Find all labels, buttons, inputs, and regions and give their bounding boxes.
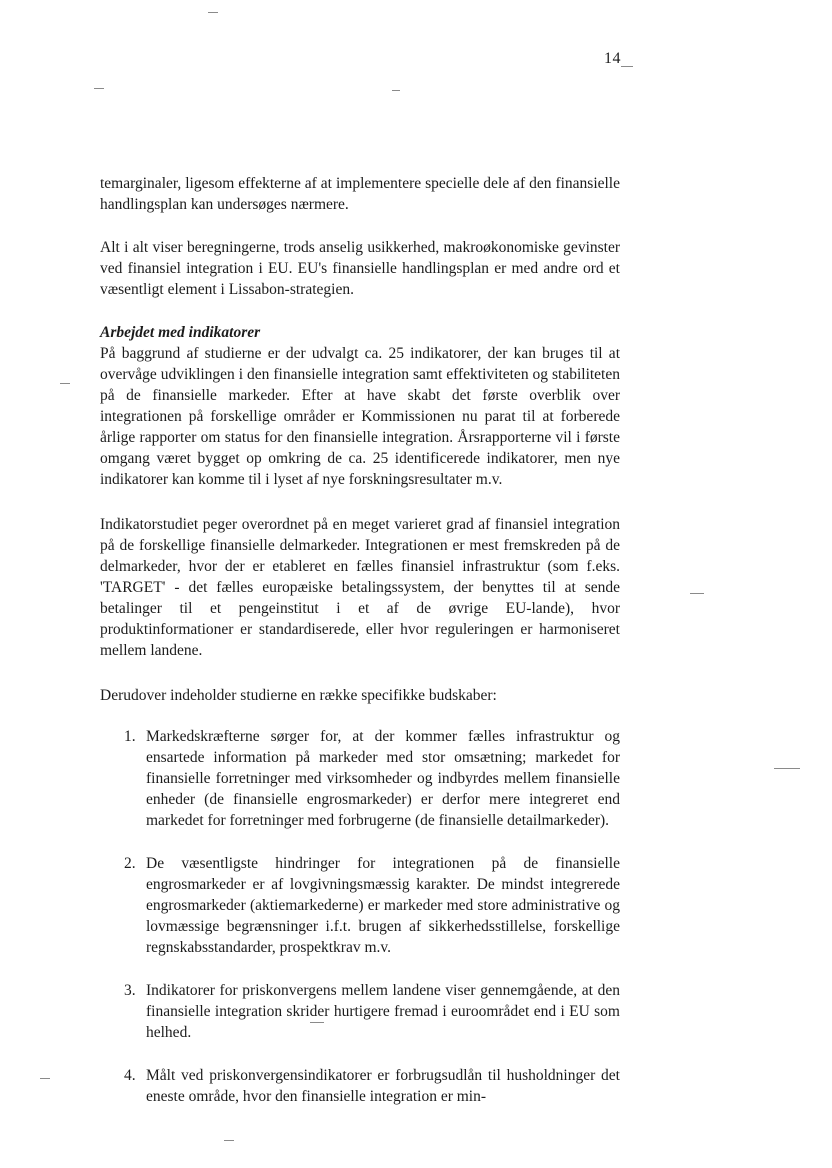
paragraph-list-intro: Derudover indeholder studierne en række specifikke budskaber: xyxy=(100,687,497,704)
paragraph-indicators: På baggrund af studierne er der udvalgt ca. 25 indikatorer, der kan bruges til at overvåge udviklingen i den finansielle integration samt effektiviteten og stabiliteten på de finansielle markeder. Efter at have skabt det første overblik over integrationen på forskellige områder er Kommissionen nu parat til at forberede årlige rapporter om status for den finansielle integration. Årsrapporterne vil i første omgang været bygget op omkring de ca. 25 identificerede indikatorer, men nye indikatorer kan komme til i lyset af nye forskningsresultater m.v. xyxy=(100,345,620,488)
list-item-number: 4. xyxy=(124,1067,136,1084)
scan-mark xyxy=(208,12,218,13)
list-item xyxy=(100,853,620,958)
paragraph-integration: Indikatorstudiet peger overordnet på en meget varieret grad af finansiel integration på de forskellige finansielle delmarkeder. Integrationen er mest fremskreden på de delmarkeder, hvor der er etableret en fælles finansiel infrastruktur (som f.eks. 'TARGET' - det fælles europæiske betalingssystem, der benyttes til at sende betalinger til et pengeinstitut i et af de øvrige EU-lande), hvor produktinformationer er standardiserede, eller hvor reguleringen er harmoniseret mellem landene. xyxy=(100,516,620,659)
scan-mark xyxy=(40,1078,50,1079)
scan-mark xyxy=(690,593,704,594)
page-number: 14 xyxy=(604,50,621,67)
scan-mark xyxy=(310,1022,324,1023)
list-item-text: Målt ved priskonvergensindikatorer er forbrugsudlån til husholdninger det eneste område, hvor den finansielle integration er min- xyxy=(146,1067,620,1105)
list-item-number: 3. xyxy=(124,982,136,999)
section-heading: Arbejdet med indikatorer xyxy=(100,324,261,341)
list-item-text: Indikatorer for priskonvergens mellem landene viser gennemgående, at den finansielle integration skrider hurtigere fremad i euroområdet end i EU som helhed. xyxy=(146,982,620,1041)
list-item xyxy=(100,726,620,831)
list-item-text: De væsentligste hindringer for integrationen på de finansielle engrosmarkeder er af lovgivningsmæssig karakter. De mindst integrerede engrosmarkeder (aktiemarkederne) er markeder med store administrative og lovmæssige begrænsninger i.f.t. brugen af sikkerhedsstillelse, forskellige regnskabsstandarder, prospektkrav m.v. xyxy=(146,855,620,956)
scan-mark xyxy=(60,383,70,384)
list-item-number: 2. xyxy=(124,855,136,872)
list-item-text: Markedskræfterne sørger for, at der kommer fælles infrastruktur og ensartede information på markeder med stor omsætning; markedet for finansielle forretninger med virksomheder og indbyrdes mellem finansielle enheder (de finansielle engrosmarkeder) er derfor mere integreret end markedet for forretninger med forbrugerne (de finansielle detailmarkeder). xyxy=(146,728,620,829)
scan-mark xyxy=(774,768,800,769)
paragraph-continuation: temarginaler, ligesom effekterne af at implementere specielle dele af den finansielle handlingsplan kan undersøges nærmere. xyxy=(100,175,620,213)
document-body xyxy=(100,173,620,1107)
scan-mark xyxy=(224,1140,234,1141)
message-list xyxy=(100,726,620,1107)
scan-mark xyxy=(621,66,633,67)
scan-mark xyxy=(392,90,400,91)
paragraph-summary: Alt i alt viser beregningerne, trods anselig usikkerhed, makroøkonomiske gevinster ved finansiel integration i EU. EU's finansielle handlingsplan er med andre ord et væsentligt element i Lissabon-strategien. xyxy=(100,239,620,298)
scan-mark xyxy=(94,88,104,89)
list-item-number: 1. xyxy=(124,728,136,745)
list-item xyxy=(100,1065,620,1107)
list-item xyxy=(100,980,620,1043)
